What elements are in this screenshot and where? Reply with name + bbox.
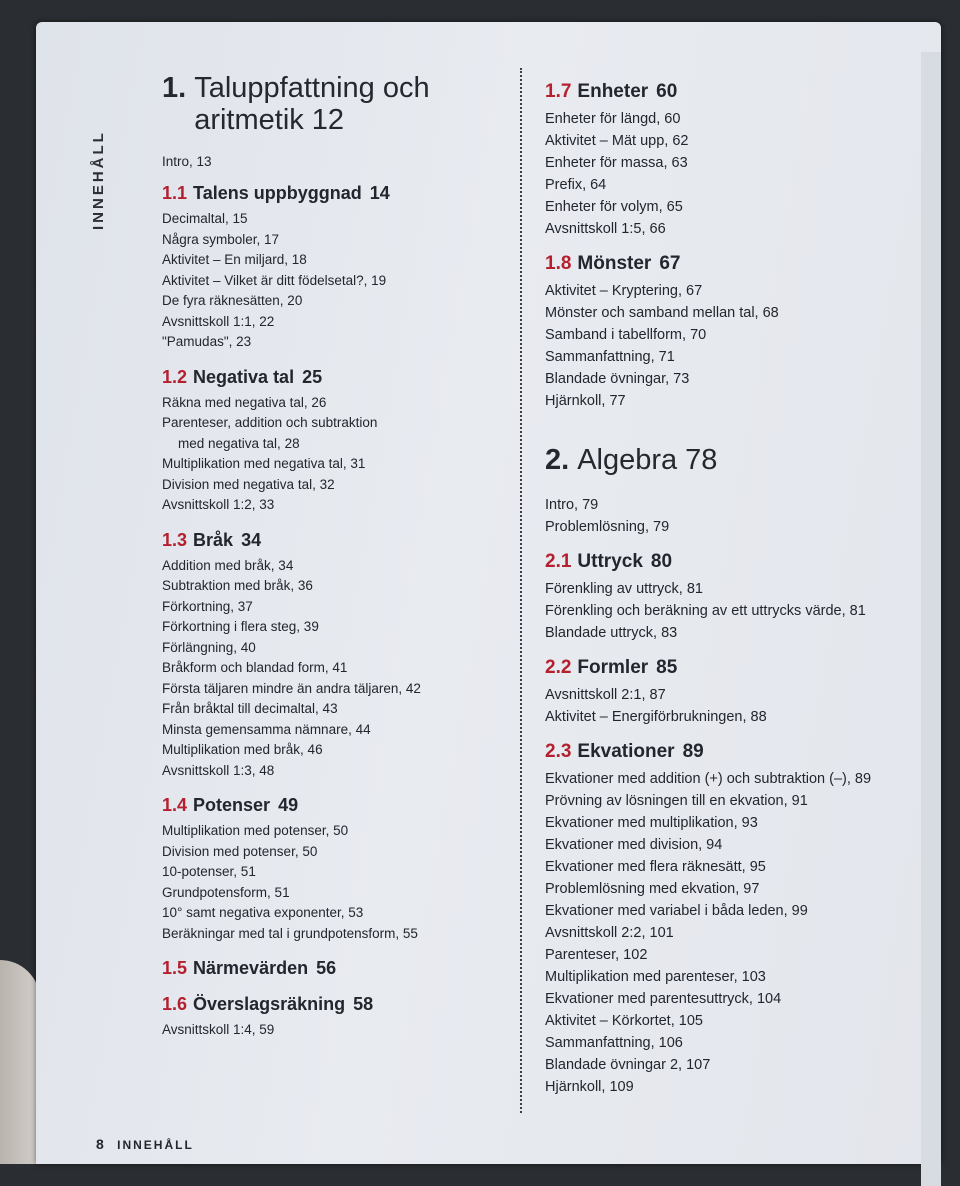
footer-label: INNEHÅLL (117, 1138, 194, 1152)
section-heading (162, 181, 507, 205)
section-heading (545, 740, 925, 764)
chapter-page: 12 (311, 104, 345, 136)
toc-entry: "Pamudas", 23 (162, 334, 252, 349)
chapter-2-heading (545, 444, 925, 476)
section-number: 2.2 (545, 657, 572, 678)
toc-section (162, 793, 507, 944)
toc-entry: Förkortning, 37 (162, 598, 253, 614)
section-title: Mönster (577, 253, 652, 274)
right-column (545, 68, 925, 1098)
left-sections (162, 181, 507, 1041)
toc-entry: Från bråktal till decimaltal, 43 (162, 701, 338, 716)
toc-entry: Aktivitet – Kryptering, 67 (545, 283, 703, 299)
toc-entry: Förlängning, 40 (162, 639, 256, 655)
toc-entry: med negativa tal, 28 (178, 435, 300, 451)
toc-entry: Avsnittskoll 2:1, 87 (545, 687, 666, 703)
toc-section (162, 956, 507, 980)
section-page: 58 (353, 994, 374, 1014)
toc-entry: Division med potenser, 50 (162, 843, 318, 859)
toc-entry: Förenkling av uttryck, 81 (545, 581, 703, 597)
toc-entry: Avsnittskoll 2:2, 101 (545, 925, 674, 941)
toc-entry: Ekvationer med flera räknesätt, 95 (545, 859, 766, 875)
toc-entry: Multiplikation med negativa tal, 31 (162, 456, 366, 471)
toc-entry: Aktivitet – En miljard, 18 (162, 252, 307, 267)
toc-entry: Multiplikation med bråk, 46 (162, 742, 323, 757)
toc-entry: Ekvationer med parentesuttryck, 104 (545, 991, 782, 1007)
toc-entry: Aktivitet – Körkortet, 105 (545, 1013, 703, 1029)
section-heading (545, 550, 925, 574)
toc-entry: Hjärnkoll, 77 (545, 393, 626, 409)
toc-entry: Parenteser, addition och subtraktion (162, 415, 378, 430)
toc-entry: Prefix, 64 (545, 177, 607, 193)
toc-entry: Mönster och samband mellan tal, 68 (545, 305, 779, 321)
toc-section (545, 550, 925, 644)
section-heading (162, 528, 507, 552)
toc-entry: Enheter för massa, 63 (545, 155, 688, 171)
section-number: 1.3 (162, 529, 188, 550)
toc-entry: Avsnittskoll 1:1, 22 (162, 313, 275, 329)
section-page: 67 (659, 253, 681, 274)
chapter-number: 1. (162, 72, 187, 104)
toc-entry: Addition med bråk, 34 (162, 557, 294, 573)
chapter-title: Algebra (577, 444, 678, 476)
toc-entry: Ekvationer med division, 94 (545, 837, 723, 853)
page-footer (96, 1136, 194, 1152)
toc-entry: Enheter för volym, 65 (545, 199, 683, 215)
chapter-intro: Intro, 13 (162, 154, 212, 169)
chapter-number: 2. (545, 444, 570, 476)
section-number: 1.1 (162, 183, 188, 203)
toc-entry: Aktivitet – Energiförbrukningen, 88 (545, 709, 767, 725)
toc-entry: Ekvationer med multiplikation, 93 (545, 815, 758, 831)
section-page: 80 (650, 551, 673, 572)
toc-entry: Förkortning i flera steg, 39 (162, 619, 319, 634)
toc-entry: Räkna med negativa tal, 26 (162, 394, 327, 410)
toc-section (545, 740, 925, 1098)
side-label: INNEHÅLL (90, 130, 107, 230)
toc-entry: Blandade övningar, 73 (545, 371, 690, 387)
section-page: 25 (302, 366, 323, 387)
toc-entry: Aktivitet – Mät upp, 62 (545, 133, 689, 149)
left-column (162, 72, 507, 1041)
section-title: Uttryck (577, 551, 643, 572)
section-page: 49 (278, 795, 299, 815)
toc-entry: Sammanfattning, 106 (545, 1035, 683, 1051)
toc-entry: Bråkform och blandad form, 41 (162, 660, 348, 675)
section-title: Negativa tal (193, 366, 295, 387)
toc-entry: Beräkningar med tal i grundpotensform, 55 (162, 925, 418, 941)
toc-entry: Samband i tabellform, 70 (545, 327, 707, 343)
toc-section (162, 365, 507, 516)
right-sections (545, 550, 925, 1098)
section-page: 14 (369, 183, 390, 203)
thumb-shadow (0, 960, 40, 1164)
section-page: 56 (316, 958, 337, 978)
section-heading (545, 656, 925, 680)
toc-section (545, 252, 925, 412)
toc-entry: 10° samt negativa exponenter, 53 (162, 905, 364, 920)
section-title: Bråk (193, 529, 234, 550)
toc-entry: 10-potenser, 51 (162, 864, 256, 879)
section-title: Formler (577, 657, 649, 678)
intro-entry: Problemlösning, 79 (545, 519, 670, 535)
toc-entry: Avsnittskoll 1:5, 66 (545, 221, 666, 237)
toc-entry: Avsnittskoll 1:3, 48 (162, 762, 275, 778)
toc-entry: Förenkling och beräkning av ett uttrycks värde, 81 (545, 603, 866, 619)
toc-entry: Grundpotensform, 51 (162, 884, 290, 900)
section-title: Talens uppbyggnad (193, 183, 362, 203)
section-title: Ekvationer (577, 741, 675, 762)
toc-entry: Hjärnkoll, 109 (545, 1079, 634, 1095)
column-divider (520, 68, 522, 1113)
toc-section (162, 528, 507, 782)
section-page: 85 (656, 657, 678, 678)
section-number: 1.4 (162, 795, 188, 815)
section-number: 2.1 (545, 551, 572, 572)
section-title: Potenser (193, 795, 271, 815)
section-page: 60 (656, 81, 678, 102)
toc-entry: Minsta gemensamma nämnare, 44 (162, 721, 371, 737)
right-sections-top (545, 80, 925, 412)
toc-entry: Avsnittskoll 1:4, 59 (162, 1022, 275, 1037)
toc-entry: Subtraktion med bråk, 36 (162, 578, 313, 593)
toc-entry: Parenteser, 102 (545, 947, 648, 963)
toc-entry: Avsnittskoll 1:2, 33 (162, 497, 275, 512)
chapter-page: 78 (685, 444, 718, 476)
section-number: 1.7 (545, 81, 572, 102)
page-number: 8 (96, 1136, 104, 1152)
section-title: Överslagsräkning (193, 994, 346, 1014)
toc-entry: Multiplikation med potenser, 50 (162, 823, 349, 838)
toc-section (162, 992, 507, 1041)
toc-section (545, 656, 925, 728)
section-heading (162, 956, 507, 980)
toc-entry: Division med negativa tal, 32 (162, 476, 335, 492)
section-heading (162, 992, 507, 1016)
section-title: Enheter (577, 81, 649, 102)
toc-entry: De fyra räknesätten, 20 (162, 293, 303, 308)
section-page: 89 (682, 741, 704, 762)
toc-entry: Blandade övningar 2, 107 (545, 1057, 711, 1073)
chapter-intro (545, 494, 925, 538)
toc-entry: Sammanfattning, 71 (545, 349, 675, 365)
section-number: 1.2 (162, 366, 188, 387)
toc-entry: Ekvationer med variabel i båda leden, 99 (545, 903, 808, 919)
section-heading (162, 793, 507, 817)
toc-entry: Multiplikation med parenteser, 103 (545, 969, 766, 985)
toc-entry: Problemlösning med ekvation, 97 (545, 881, 760, 897)
toc-entry: Blandade uttryck, 83 (545, 625, 678, 641)
toc-entry: Första täljaren mindre än andra täljaren, 42 (162, 680, 421, 696)
section-number: 1.6 (162, 994, 188, 1014)
toc-section (162, 181, 507, 353)
toc-entry: Ekvationer med addition (+) och subtraktion (–), 89 (545, 771, 872, 787)
section-heading (162, 365, 507, 389)
section-number: 2.3 (545, 741, 572, 762)
chapter-1-heading (162, 72, 507, 136)
toc-entry: Enheter för längd, 60 (545, 111, 681, 127)
toc-entry: Aktivitet – Vilket är ditt födelsetal?, 19 (162, 272, 387, 288)
toc-entry: Decimaltal, 15 (162, 211, 248, 226)
section-page: 34 (241, 529, 262, 550)
toc-section (545, 80, 925, 240)
section-title: Närmevärden (193, 958, 309, 978)
toc-entry: Prövning av lösningen till en ekvation, 91 (545, 793, 808, 809)
chapter-title: Taluppfattning och aritmetik (194, 72, 430, 136)
intro-entry: Intro, 79 (545, 497, 599, 513)
section-number: 1.5 (162, 958, 188, 978)
toc-entry: Några symboler, 17 (162, 231, 280, 247)
section-number: 1.8 (545, 253, 572, 274)
section-heading (545, 252, 925, 276)
section-heading (545, 80, 925, 104)
